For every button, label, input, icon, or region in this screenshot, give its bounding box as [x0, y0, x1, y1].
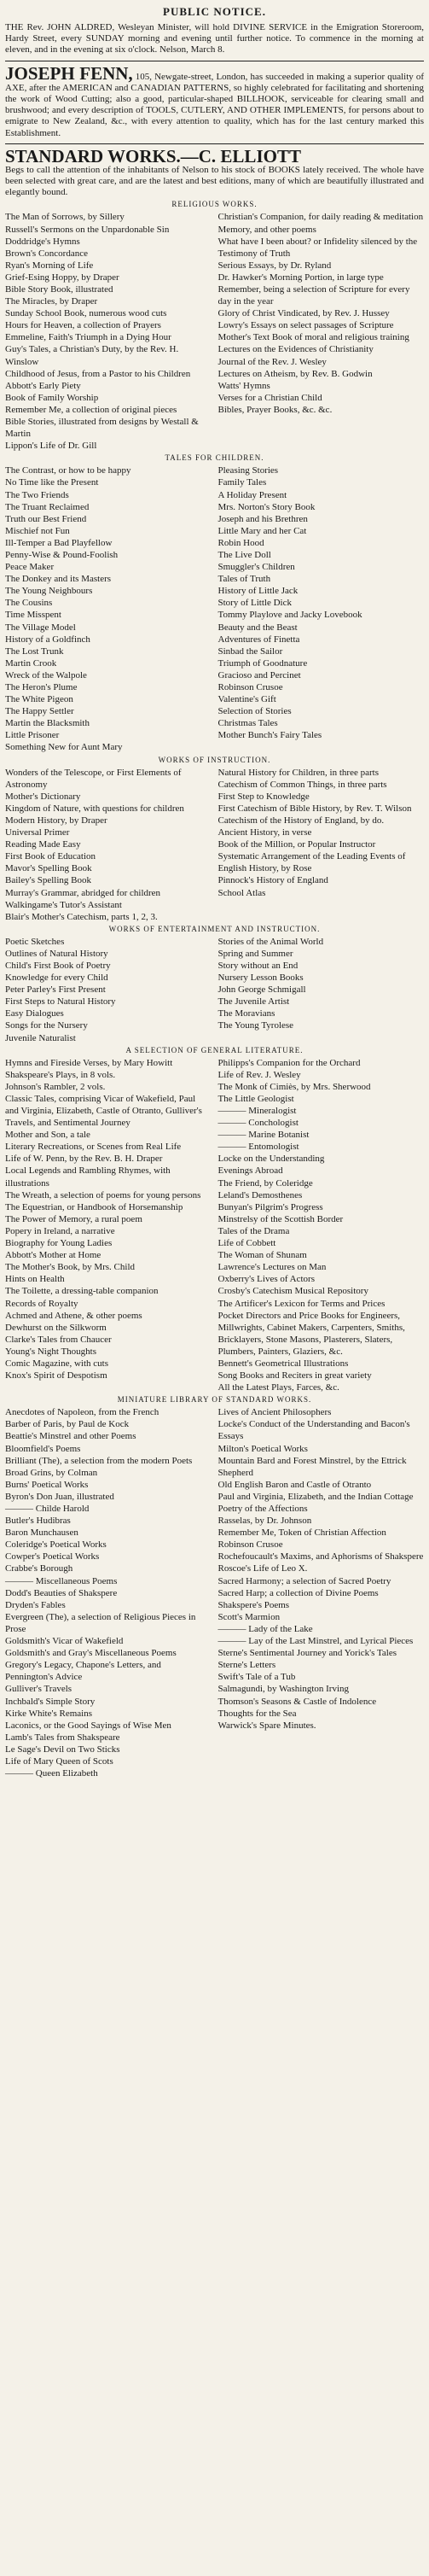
- book-title: Broad Grins, by Colman: [5, 1467, 98, 1478]
- book-list-left: [5, 1057, 212, 1382]
- book-title: Gregory's Legacy, Chapone's Letters, and Pennington's Advice: [5, 1660, 161, 1683]
- book-title: Remember, being a selection of Scripture for every day in the year: [217, 284, 410, 307]
- book-title: The Two Friends: [5, 489, 69, 500]
- book-title: Mother and Son, a tale: [5, 1130, 90, 1141]
- book-title: Systematic Arrangement of the Leading Events of English History, by Rose: [217, 851, 406, 874]
- book-title: Lawrence's Lectures on Man: [217, 1262, 327, 1273]
- book-title: Blair's Mother's Catechism, parts 1, 2, 3.: [5, 911, 158, 922]
- book-title: ——— Entomologist: [217, 1142, 299, 1153]
- book-title: Comic Magazine, with cuts: [5, 1358, 108, 1369]
- book-title: ——— Childe Harold: [5, 1504, 90, 1514]
- book-title: Sinbad the Sailor: [217, 645, 283, 657]
- book-list-right: [218, 464, 425, 741]
- book-title: Gracioso and Percinet: [217, 669, 301, 681]
- book-title: Burns' Poetical Works: [5, 1479, 89, 1490]
- book-title: Kirke White's Remains: [5, 1708, 92, 1719]
- book-title: Anecdotes of Napoleon, from the French: [5, 1407, 159, 1418]
- section-columns: [5, 1406, 424, 1779]
- notice-text: THE Rev. JOHN ALDRED, Wesleyan Minister, will hold DIVINE SERVICE in the Emigration Storeroom, Hardy Street, every SUNDAY morning and evening until further notice. To commence in the morning at eleven, and in the evening at six o'clock. Nelson, March 8.: [5, 22, 424, 55]
- book-title: Smuggler's Children: [217, 562, 295, 573]
- book-title: Selection of Stories: [217, 706, 292, 717]
- book-title: Barber of Paris, by Paul de Kock: [5, 1419, 130, 1430]
- book-title: Bennett's Geometrical Illustrations: [217, 1358, 349, 1369]
- divider: [5, 143, 424, 144]
- book-title: Mother's Text Book of moral and religious training: [217, 332, 409, 343]
- book-title: John George Schmigall: [217, 984, 306, 996]
- section-columns: [5, 936, 424, 1044]
- book-title: Song Books and Reciters in great variety: [217, 1370, 372, 1381]
- book-title: Universal Primer: [5, 827, 70, 838]
- book-title: Something New for Aunt Mary: [5, 742, 123, 753]
- book-title: First Catechism of Bible History, by Rev. T. Wilson: [217, 803, 412, 814]
- book-title: Laconics, or the Good Sayings of Wise Men: [5, 1720, 171, 1731]
- book-title: Evergreen (The), a selection of Religious Pieces in Prose: [5, 1611, 196, 1634]
- book-title: Local Legends and Rambling Rhymes, with illustrations: [5, 1165, 171, 1189]
- book-title: Oxberry's Lives of Actors: [217, 1274, 315, 1285]
- book-sections: [5, 200, 424, 1779]
- book-title: What have I been about? or Infidelity silenced by the Testimony of Truth: [217, 236, 418, 259]
- book-title: Clarke's Tales from Chaucer: [5, 1334, 112, 1345]
- book-title: The White Pigeon: [5, 694, 73, 705]
- section-title: RELIGIOUS WORKS.: [171, 200, 258, 209]
- book-title: Swift's Tale of a Tub: [217, 1672, 296, 1683]
- book-title: Little Prisoner: [5, 730, 60, 741]
- book-title: Natural History for Children, in three parts: [217, 767, 379, 778]
- book-title: The Monk of Cimiès, by Mrs. Sherwood: [217, 1081, 371, 1092]
- book-title: Family Tales: [217, 477, 267, 488]
- book-title: The Wreath, a selection of poems for young persons: [5, 1189, 201, 1200]
- book-title: Memory, and other poems: [217, 224, 316, 235]
- book-title: Brilliant (The), a selection from the modern Poets: [5, 1455, 193, 1466]
- book-list-right: [218, 211, 425, 416]
- book-title: Goldsmith's Vicar of Wakefield: [5, 1636, 124, 1647]
- book-title: Childhood of Jesus, from a Pastor to his Children: [5, 368, 191, 379]
- book-title: Old English Baron and Castle of Otranto: [217, 1479, 372, 1490]
- fenn-name: JOSEPH FENN,: [5, 62, 133, 84]
- book-title: Dewhurst on the Silkworm: [5, 1322, 107, 1333]
- book-title: Mother's Dictionary: [5, 791, 81, 802]
- book-title: Bloomfield's Poems: [5, 1443, 81, 1454]
- book-title: Hours for Heaven, a collection of Prayers: [5, 320, 161, 331]
- book-title: Story without an End: [217, 960, 299, 971]
- book-title: Watts' Hymns: [217, 380, 270, 391]
- book-title: Knox's Spirit of Despotism: [5, 1370, 107, 1381]
- book-title: Baron Munchausen: [5, 1527, 78, 1539]
- book-title: Peter Parley's First Present: [5, 984, 106, 996]
- book-title: Tales of Truth: [217, 574, 271, 585]
- book-title: Sterne's Sentimental Journey and Yorick's Tales: [217, 1648, 397, 1659]
- book-title: Salmagundi, by Washington Irving: [217, 1684, 350, 1695]
- book-title: Lamb's Tales from Shakspeare: [5, 1732, 120, 1743]
- book-title: Achmed and Athene, & other poems: [5, 1310, 142, 1321]
- standard-works-intro: Begs to call the attention of the inhabitants of Nelson to his stock of BOOKS lately received. The whole have been selected with great care, and are the latest and best editions, many of which are beautifully illustrated and elegantly bound.: [5, 164, 424, 198]
- book-title: Emmeline, Faith's Triumph in a Dying Hour: [5, 332, 171, 343]
- book-title: Pocket Directors and Price Books for Engineers, Millwrights, Cabinet Makers, Carpenters, Smiths, Bricklayers, Stone Masons, Plasterers, Slaters, Plumbers, Painters, Glaziers, &c.: [217, 1310, 405, 1357]
- book-title: Triumph of Goodnature: [217, 657, 308, 669]
- book-title: Peace Maker: [5, 562, 55, 573]
- book-title: Leland's Demosthenes: [217, 1189, 303, 1200]
- book-title: First Step to Knowledge: [217, 791, 310, 802]
- book-title: Martin the Blacksmith: [5, 718, 90, 729]
- book-title: Walkingame's Tutor's Assistant: [5, 899, 122, 910]
- book-title: School Atlas: [217, 887, 266, 898]
- book-title: Catechism of Common Things, in three parts: [217, 779, 387, 790]
- section-columns: [5, 464, 424, 753]
- book-title: Guy's Tales, a Christian's Duty, by the Rev. H. Winslow: [5, 344, 179, 367]
- book-title: History of Little Jack: [217, 586, 299, 597]
- book-title: Locke on the Understanding: [217, 1154, 325, 1165]
- book-title: Philipps's Companion for the Orchard: [217, 1057, 361, 1068]
- book-title: Joseph and his Brethren: [217, 513, 308, 524]
- book-title: Byron's Don Juan, illustrated: [5, 1491, 114, 1502]
- book-title: Dr. Hawker's Morning Portion, in large type: [217, 272, 384, 283]
- book-title: The Donkey and its Masters: [5, 574, 112, 585]
- notice-heading: PUBLIC NOTICE.: [163, 5, 266, 18]
- book-title: Martin Crook: [5, 657, 57, 669]
- book-title: Kingdom of Nature, with questions for children: [5, 803, 184, 814]
- book-title: Lectures on the Evidences of Christianity: [217, 344, 374, 355]
- book-title: Spring and Summer: [217, 948, 293, 959]
- book-title: The Happy Settler: [5, 706, 74, 717]
- book-title: Minstrelsy of the Scottish Border: [217, 1213, 344, 1224]
- book-title: Popery in Ireland, a narrative: [5, 1225, 115, 1236]
- book-title: Rasselas, by Dr. Johnson: [217, 1516, 312, 1527]
- book-list-left: [5, 767, 212, 923]
- book-title: Verses for a Christian Child: [217, 392, 322, 403]
- book-title: The Man of Sorrows, by Sillery: [5, 212, 125, 223]
- book-title: Ill-Temper a Bad Playfellow: [5, 537, 113, 548]
- book-title: Brown's Concordance: [5, 248, 88, 259]
- book-title: Book of the Million, or Popular Instructor: [217, 839, 376, 850]
- book-title: The Cousins: [5, 598, 53, 609]
- book-title: Lectures on Atheism, by Rev. B. Godwin: [217, 368, 373, 379]
- book-title: Warwick's Spare Minutes.: [217, 1720, 316, 1731]
- book-title: Crosby's Catechism Musical Repository: [217, 1286, 368, 1297]
- book-title: Beauty and the Beast: [217, 622, 298, 633]
- book-title: Hints on Health: [5, 1274, 65, 1285]
- book-title: Time Misspent: [5, 610, 61, 621]
- book-title: The Artificer's Lexicon for Terms and Prices: [217, 1298, 386, 1309]
- book-list-right: [218, 936, 425, 1032]
- book-title: Wonders of the Telescope, or First Elements of Astronomy: [5, 767, 182, 790]
- book-title: Christmas Tales: [217, 718, 278, 729]
- book-title: The Live Doll: [217, 549, 271, 560]
- book-title: The Young Neighbours: [5, 586, 93, 597]
- book-title: Lippon's Life of Dr. Gill: [5, 441, 97, 452]
- book-title: Wreck of the Walpole: [5, 669, 87, 681]
- book-title: Roscoe's Life of Leo X.: [217, 1563, 308, 1574]
- section-columns: [5, 211, 424, 452]
- book-title: Goldsmith's and Gray's Miscellaneous Poems: [5, 1648, 177, 1659]
- section-title: WORKS OF INSTRUCTION.: [158, 755, 271, 764]
- book-list-left: [5, 211, 212, 452]
- section-title: TALES FOR CHILDREN.: [165, 453, 264, 463]
- book-title: Remember Me, Token of Christian Affection: [217, 1527, 386, 1539]
- book-title: First Book of Education: [5, 851, 96, 862]
- book-title: ——— Queen Elizabeth: [5, 1768, 98, 1779]
- book-title: Robinson Crusoe: [217, 682, 283, 692]
- book-title: Reading Made Easy: [5, 839, 81, 850]
- book-title: Robinson Crusoe: [217, 1539, 283, 1551]
- book-title: Mrs. Norton's Story Book: [217, 501, 316, 512]
- book-title: Journal of the Rev. J. Wesley: [217, 356, 327, 367]
- book-list-left: [5, 1406, 212, 1779]
- book-title: Sterne's Letters: [217, 1660, 276, 1671]
- book-title: Dodd's Beauties of Shakspere: [5, 1587, 118, 1598]
- book-title: Russell's Sermons on the Unpardonable Sin: [5, 224, 170, 235]
- book-title: Johnson's Rambler, 2 vols.: [5, 1081, 106, 1092]
- book-list-left: [5, 464, 212, 753]
- section-title: MINIATURE LIBRARY OF STANDARD WORKS.: [117, 1395, 312, 1405]
- book-title: Lives of Ancient Philosophers: [217, 1407, 332, 1418]
- book-title: Paul and Virginia, Elizabeth, and the Indian Cottage: [217, 1491, 414, 1502]
- book-title: Dryden's Fables: [5, 1599, 66, 1610]
- book-title: The Friend, by Coleridge: [217, 1177, 313, 1189]
- book-title: Lowry's Essays on select passages of Scripture: [217, 320, 394, 331]
- book-title: Bailey's Spelling Book: [5, 875, 91, 886]
- book-title: The Mother's Book, by Mrs. Child: [5, 1262, 136, 1273]
- book-title: Sacred Harmony; a selection of Sacred Poetry: [217, 1575, 391, 1586]
- book-title: Ryan's Morning of Life: [5, 260, 94, 271]
- book-title: The Equestrian, or Handbook of Horsemanship: [5, 1201, 183, 1212]
- book-title: Book of Family Worship: [5, 392, 99, 403]
- book-title: Bible Story Book, illustrated: [5, 284, 113, 295]
- book-title: The Power of Memory, a rural poem: [5, 1213, 142, 1224]
- book-title: Records of Royalty: [5, 1298, 78, 1309]
- book-title: Outlines of Natural History: [5, 948, 108, 959]
- book-title: Adventures of Finetta: [217, 634, 300, 645]
- book-title: Butler's Hudibras: [5, 1516, 71, 1527]
- book-list-right: [218, 767, 425, 899]
- book-title: Grief-Esing Hoppy, by Draper: [5, 272, 119, 283]
- book-title: The Lost Trunk: [5, 645, 64, 657]
- book-title: Doddridge's Hymns: [5, 236, 80, 247]
- book-title: Story of Little Dick: [217, 598, 292, 609]
- book-title: Shakspeare's Plays, in 8 vols.: [5, 1069, 116, 1080]
- book-title: Songs for the Nursery: [5, 1020, 88, 1031]
- book-title: Biography for Young Ladies: [5, 1238, 113, 1249]
- book-title: Poetry of the Affections: [217, 1504, 308, 1514]
- section-columns: [5, 1057, 424, 1394]
- book-title: Tales of the Drama: [217, 1225, 290, 1236]
- book-title: Life of W. Penn, by the Rev. B. H. Draper: [5, 1154, 163, 1165]
- book-title: Evenings Abroad: [217, 1165, 283, 1177]
- book-title: The Woman of Shunam: [217, 1250, 307, 1261]
- book-title: Mother Bunch's Fairy Tales: [217, 730, 322, 741]
- book-title: Glory of Christ Vindicated, by Rev. J. Hussey: [217, 308, 390, 319]
- book-list-left: [5, 936, 212, 1044]
- book-title: The Young Tyrolese: [217, 1020, 294, 1031]
- book-title: Scott's Marmion: [217, 1611, 281, 1622]
- section-title: WORKS OF ENTERTAINMENT AND INSTRUCTION.: [108, 924, 321, 933]
- book-title: Knowledge for every Child: [5, 973, 108, 984]
- book-title: Bunyan's Pilgrim's Progress: [217, 1201, 323, 1212]
- book-title: Mavor's Spelling Book: [5, 863, 92, 874]
- book-title: Cowper's Poetical Works: [5, 1551, 100, 1563]
- book-title: Child's First Book of Poetry: [5, 960, 111, 971]
- book-title: Ancient History, in verse: [217, 827, 312, 838]
- book-title: ——— Conchologist: [217, 1118, 299, 1129]
- book-title: The Contrast, or how to be happy: [5, 465, 131, 476]
- book-title: ——— Miscellaneous Poems: [5, 1575, 118, 1586]
- book-title: Catechism of the History of England, by do.: [217, 815, 385, 826]
- book-title: Bibles, Prayer Books, &c. &c.: [217, 404, 333, 415]
- book-title: Rochefoucault's Maxims, and Aphorisms of Shakspere: [217, 1551, 424, 1563]
- book-title: ——— Mineralogist: [217, 1106, 297, 1116]
- book-title: Nursery Lesson Books: [217, 973, 304, 984]
- section-columns: [5, 767, 424, 923]
- book-title: The Little Geologist: [217, 1093, 294, 1104]
- book-title: The Juvenile Artist: [217, 996, 290, 1008]
- book-title: Truth our Best Friend: [5, 513, 87, 524]
- book-title: The Village Model: [5, 622, 76, 633]
- book-title: Modern History, by Draper: [5, 815, 107, 826]
- book-title: The Heron's Plume: [5, 682, 78, 692]
- book-title: Milton's Poetical Works: [217, 1443, 308, 1454]
- book-title: Life of Cobbett: [217, 1238, 276, 1249]
- book-title: Serious Essays, by Dr. Ryland: [217, 260, 332, 271]
- book-title: Hymns and Fireside Verses, by Mary Howitt: [5, 1057, 173, 1068]
- fenn-text: 105, Newgate-street, London, has succeeded in making a superior quality of AXE, after the AMERICAN and CANADIAN PATTERNS, so highly celebrated for facilitating and shortening the work of Wood Cutting; also a good, particular-shaped BILLHOOK, serviceable for clearing small and brushwood; and every description of TOOLS, CUTLERY, AND OTHER IMPLEMENTS, for persons about to emigrate to New Zealand, &c., with every attention to quality, which has for the last century marked this Establishment.: [5, 71, 425, 138]
- book-title: Stories of the Animal World: [217, 936, 324, 947]
- book-title: Murray's Grammar, abridged for children: [5, 887, 161, 898]
- book-title: Tommy Playlove and Jacky Lovebook: [217, 610, 362, 621]
- book-title: Thomson's Seasons & Castle of Indolence: [217, 1696, 377, 1707]
- book-title: Sacred Harp; a collection of Divine Poems: [217, 1587, 379, 1598]
- book-title: Classic Tales, comprising Vicar of Wakefield, Paul and Virginia, Elizabeth, Castle of Otranto, Gulliver's Travels, and Sentimental Journey: [5, 1093, 202, 1129]
- book-title: History of a Goldfinch: [5, 634, 90, 645]
- book-title: Pleasing Stories: [217, 465, 279, 476]
- book-title: Crabbe's Borough: [5, 1563, 73, 1574]
- book-title: Inchbald's Simple Story: [5, 1696, 96, 1707]
- book-title: Locke's Conduct of the Understanding and Bacon's Essays: [217, 1419, 410, 1442]
- section-title: A SELECTION OF GENERAL LITERATURE.: [125, 1045, 304, 1054]
- book-title: Thoughts for the Sea: [217, 1708, 297, 1719]
- book-title: Life of Rev. J. Wesley: [217, 1069, 301, 1080]
- book-title: Shakspere's Poems: [217, 1599, 290, 1610]
- book-title: A Holiday Present: [217, 489, 287, 500]
- book-title: The Toilette, a dressing-table companion: [5, 1286, 159, 1297]
- book-list-right: [218, 1406, 425, 1732]
- book-title: ——— Lady of the Lake: [217, 1623, 313, 1634]
- book-list-right: [218, 1057, 425, 1394]
- book-title: The Moravians: [217, 1008, 275, 1019]
- book-title: Young's Night Thoughts: [5, 1346, 97, 1357]
- book-title: Juvenile Naturalist: [5, 1032, 76, 1043]
- book-title: Sunday School Book, numerous wood cuts: [5, 308, 167, 319]
- book-title: Gulliver's Travels: [5, 1684, 72, 1695]
- book-title: Poetic Sketches: [5, 936, 65, 947]
- book-title: Le Sage's Devil on Two Sticks: [5, 1744, 120, 1755]
- book-title: Robin Hood: [217, 537, 264, 548]
- book-title: ——— Lay of the Last Minstrel, and Lyrical Pieces: [217, 1636, 414, 1647]
- book-title: Life of Mary Queen of Scots: [5, 1755, 113, 1767]
- book-title: Little Mary and her Cat: [217, 525, 307, 536]
- book-title: Bible Stories, illustrated from designs by Westall & Martin: [5, 417, 199, 440]
- book-title: Abbott's Early Piety: [5, 380, 81, 391]
- book-title: Mountain Bard and Forest Minstrel, by the Ettrick Shepherd: [217, 1455, 407, 1478]
- book-title: Pinnock's History of England: [217, 875, 328, 886]
- book-title: Christian's Companion, for daily reading & meditation: [217, 212, 424, 223]
- book-title: Beattie's Minstrel and other Poems: [5, 1431, 136, 1442]
- book-title: Coleridge's Poetical Works: [5, 1539, 107, 1551]
- book-title: Mischief not Fun: [5, 525, 70, 536]
- book-title: Penny-Wise & Pound-Foolish: [5, 549, 119, 560]
- book-title: All the Latest Plays, Farces, &c.: [217, 1382, 339, 1393]
- book-title: Remember Me, a collection of original pieces: [5, 404, 177, 415]
- book-title: Valentine's Gift: [217, 694, 276, 705]
- book-title: ——— Marine Botanist: [217, 1130, 310, 1141]
- book-title: Easy Dialogues: [5, 1008, 64, 1019]
- book-title: First Steps to Natural History: [5, 996, 116, 1008]
- standard-works-title: STANDARD WORKS.—C. ELLIOTT: [5, 145, 301, 166]
- book-title: Literary Recreations, or Scenes from Real Life: [5, 1142, 182, 1153]
- fenn-advertisement: [5, 62, 425, 139]
- book-title: No Time like the Present: [5, 477, 99, 488]
- book-title: The Miracles, by Draper: [5, 296, 98, 307]
- book-title: The Truant Reclaimed: [5, 501, 90, 512]
- book-title: Abbott's Mother at Home: [5, 1250, 101, 1261]
